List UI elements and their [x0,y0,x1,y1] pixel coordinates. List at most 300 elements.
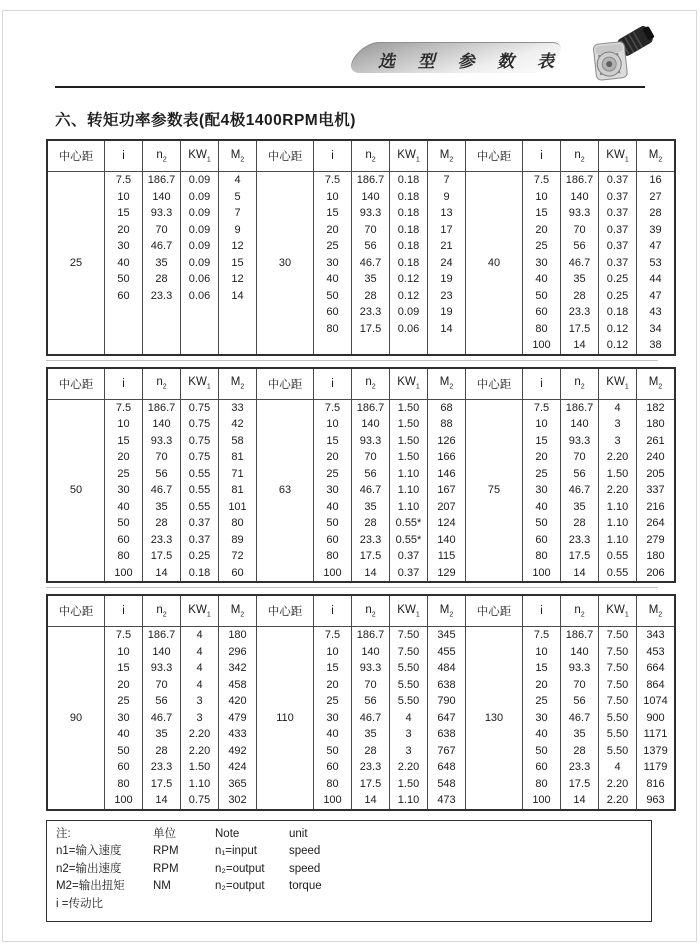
cell-m2: 15 [219,255,257,272]
cell-i: 50 [523,288,561,305]
cell-n2: 140 [561,416,599,433]
cell-kw1: 0.12 [599,337,637,355]
column-header-m2: $M_2$ [428,140,466,172]
cell-kw1: 3 [390,743,428,760]
cell-n2: 140 [143,644,181,661]
cell-n2: 23.3 [143,759,181,776]
cell-kw1: 7.50 [390,644,428,661]
column-header-kw1: $KW_1$ [181,595,219,627]
note-cell: Note [215,827,240,840]
cell-m2: 240 [637,449,676,466]
table-row [47,515,675,532]
cell-m2: 264 [637,515,676,532]
cell-m2: 60 [219,565,257,583]
torque-table-50-63-75 [46,367,676,584]
cell-i: 7.5 [105,627,143,644]
cell-i: 10 [105,189,143,206]
cell-m2: 790 [428,693,466,710]
cell-i: 25 [523,466,561,483]
cell-i: 80 [314,776,352,793]
cell-kw1: 0.09 [181,172,219,189]
cell-n2: 46.7 [143,238,181,255]
cell-kw1: 0.55 [599,565,637,583]
cell-m2: 638 [428,726,466,743]
cell-kw1: 0.37 [599,255,637,272]
center-distance-value: 50 [47,399,105,582]
cell-kw1: 0.12 [599,321,637,338]
table-row [47,482,675,499]
cell-m2: 473 [428,792,466,810]
cell-i: 30 [105,238,143,255]
column-header-n2: $n_2$ [143,140,181,172]
cell-m2: 166 [428,449,466,466]
cell-m2: 433 [219,726,257,743]
column-header-m2: $M_2$ [637,368,676,400]
cell-m2: 424 [219,759,257,776]
cell-kw1 [181,337,219,355]
cell-kw1: 0.75 [181,416,219,433]
note-cell [153,896,215,914]
cell-n2: 140 [352,416,390,433]
cell-n2: 140 [143,189,181,206]
cell-i: 20 [314,222,352,239]
section-title: 六、转矩功率参数表(配4极1400RPM电机) [55,112,356,129]
cell-kw1: 5.50 [390,677,428,694]
cell-kw1: 0.18 [390,172,428,189]
note-cell: RPM [153,845,179,857]
cell-m2: 5 [219,189,257,206]
column-header-n2: $n_2$ [143,368,181,400]
cell-kw1: 0.75 [181,792,219,810]
column-header-kw1: $KW_1$ [390,368,428,400]
cell-kw1 [181,304,219,321]
cell-i: 60 [105,288,143,305]
cell-m2: 33 [219,399,257,416]
cell-m2 [219,304,257,321]
cell-n2: 93.3 [143,660,181,677]
cell-n2: 35 [561,499,599,516]
cell-m2: 365 [219,776,257,793]
column-header-kw1: $KW_1$ [390,140,428,172]
table-row [47,627,675,644]
cell-i: 40 [314,726,352,743]
cell-kw1: 2.20 [599,776,637,793]
cell-i: 10 [523,189,561,206]
cell-m2: 53 [637,255,676,272]
cell-n2: 56 [352,238,390,255]
center-distance-value: 110 [257,627,314,810]
cell-n2: 17.5 [352,321,390,338]
table-shadow-line [46,360,658,361]
cell-kw1: 0.06 [181,288,219,305]
banner-title: 选 型 参 数 表 [378,52,563,71]
cell-i: 30 [314,710,352,727]
cell-kw1: 1.10 [390,482,428,499]
cell-i: 100 [523,792,561,810]
cell-i: 7.5 [105,172,143,189]
cell-i: 7.5 [523,627,561,644]
cell-m2: 80 [219,515,257,532]
cell-n2: 56 [352,693,390,710]
cell-i: 50 [314,288,352,305]
cell-kw1: 0.55* [390,532,428,549]
cell-n2: 35 [352,726,390,743]
cell-i: 40 [523,271,561,288]
cell-m2: 296 [219,644,257,661]
cell-kw1: 0.25 [599,271,637,288]
cell-m2: 88 [428,416,466,433]
note-cell: unit [289,827,308,840]
note-cell: speed [289,845,321,857]
cell-i: 30 [314,482,352,499]
cell-kw1: 0.37 [390,548,428,565]
notes-box [46,820,652,923]
cell-m2: 81 [219,449,257,466]
cell-m2: 19 [428,304,466,321]
cell-kw1: 0.55 [181,466,219,483]
table-row [47,499,675,516]
column-header-i: i [105,368,143,400]
column-header-cd: 中心距 [466,368,523,400]
cell-m2: 864 [637,677,676,694]
cell-i: 50 [105,515,143,532]
cell-i: 100 [523,337,561,355]
table-row [47,271,675,288]
cell-n2: 17.5 [561,321,599,338]
cell-n2: 17.5 [143,776,181,793]
cell-i: 80 [314,548,352,565]
cell-m2: 180 [219,627,257,644]
table-row [47,776,675,793]
cell-n2: 23.3 [561,759,599,776]
cell-n2: 140 [561,644,599,661]
cell-m2: 816 [637,776,676,793]
cell-i: 10 [314,644,352,661]
cell-n2: 70 [561,222,599,239]
cell-i: 100 [314,565,352,583]
cell-m2 [219,337,257,355]
column-header-m2: $M_2$ [428,595,466,627]
column-header-cd: 中心距 [47,140,105,172]
note-cell: NM [153,880,171,892]
cell-i: 15 [314,205,352,222]
cell-m2: 455 [428,644,466,661]
cell-m2: 647 [428,710,466,727]
cell-kw1: 5.50 [599,726,637,743]
cell-m2: 206 [637,565,676,583]
cell-kw1: 1.10 [390,466,428,483]
table-row [47,743,675,760]
cell-i: 60 [105,759,143,776]
cell-n2: 186.7 [352,172,390,189]
cell-n2: 93.3 [143,205,181,222]
column-header-n2: $n_2$ [352,368,390,400]
cell-i: 30 [523,710,561,727]
cell-m2: 47 [637,288,676,305]
cell-i: 60 [314,759,352,776]
cell-i: 15 [523,433,561,450]
cell-i: 50 [523,743,561,760]
column-header-cd: 中心距 [47,368,105,400]
cell-n2: 70 [143,677,181,694]
cell-m2: 205 [637,466,676,483]
cell-i: 50 [105,271,143,288]
cell-m2: 81 [219,482,257,499]
cell-m2: 548 [428,776,466,793]
cell-n2: 93.3 [352,433,390,450]
column-header-m2: $M_2$ [428,368,466,400]
cell-kw1 [390,337,428,355]
cell-n2: 46.7 [352,482,390,499]
cell-m2: 101 [219,499,257,516]
cell-m2: 71 [219,466,257,483]
cell-n2: 70 [143,449,181,466]
cell-i: 7.5 [314,627,352,644]
cell-m2 [219,321,257,338]
column-header-n2: $n_2$ [352,140,390,172]
cell-n2: 28 [561,743,599,760]
center-distance-value: 75 [466,399,523,582]
cell-kw1: 0.37 [599,205,637,222]
cell-i: 7.5 [314,399,352,416]
cell-kw1: 0.37 [390,565,428,583]
cell-n2: 35 [561,726,599,743]
cell-kw1: 0.37 [181,515,219,532]
cell-kw1: 0.12 [390,288,428,305]
note-cell: n1=输入速度 [56,845,122,857]
cell-m2: 453 [637,644,676,661]
cell-i [105,304,143,321]
cell-kw1: 0.18 [390,205,428,222]
table-row [47,288,675,305]
cell-i: 50 [105,743,143,760]
cell-kw1: 0.37 [599,238,637,255]
cell-m2: 42 [219,416,257,433]
cell-m2: 9 [428,189,466,206]
note-cell: M2=输出扭矩 [56,880,125,892]
cell-i: 10 [523,644,561,661]
cell-m2: 1171 [637,726,676,743]
note-cell: n₂=output [215,862,265,875]
cell-i: 20 [105,677,143,694]
column-header-n2: $n_2$ [561,368,599,400]
cell-i: 20 [523,222,561,239]
cell-i: 100 [105,792,143,810]
cell-n2: 70 [352,222,390,239]
cell-kw1: 2.20 [181,726,219,743]
cell-kw1: 4 [390,710,428,727]
table-row [47,416,675,433]
cell-m2: 638 [428,677,466,694]
cell-i: 60 [523,304,561,321]
cell-i: 7.5 [523,172,561,189]
column-header-i: i [523,140,561,172]
cell-m2: 342 [219,660,257,677]
cell-kw1: 0.06 [181,271,219,288]
cell-kw1: 0.18 [181,565,219,583]
column-header-cd: 中心距 [257,595,314,627]
cell-m2: 1379 [637,743,676,760]
cell-m2: 216 [637,499,676,516]
cell-kw1: 0.55 [181,499,219,516]
cell-m2: 115 [428,548,466,565]
table-row [47,205,675,222]
cell-kw1: 0.09 [181,189,219,206]
table-row [47,548,675,565]
gearmotor-image [592,26,656,86]
column-header-kw1: $KW_1$ [599,140,637,172]
cell-n2: 46.7 [561,710,599,727]
cell-n2: 186.7 [143,172,181,189]
cell-i: 20 [523,449,561,466]
cell-i: 50 [314,743,352,760]
cell-n2: 46.7 [143,482,181,499]
cell-kw1: 4 [599,399,637,416]
cell-n2: 14 [352,565,390,583]
center-distance-value: 90 [47,627,105,810]
cell-kw1: 0.75 [181,449,219,466]
cell-i: 15 [314,660,352,677]
cell-i: 80 [105,548,143,565]
cell-m2: 23 [428,288,466,305]
cell-i: 20 [105,449,143,466]
cell-i: 30 [105,710,143,727]
cell-n2: 14 [561,565,599,583]
cell-kw1: 3 [390,726,428,743]
cell-n2: 93.3 [561,660,599,677]
cell-n2: 17.5 [561,548,599,565]
cell-i: 80 [523,321,561,338]
column-header-m2: $M_2$ [637,595,676,627]
cell-i: 25 [523,238,561,255]
cell-m2: 9 [219,222,257,239]
cell-n2: 56 [143,466,181,483]
cell-m2: 14 [428,321,466,338]
note-cell: n₂=output [215,880,265,892]
cell-i: 15 [105,433,143,450]
cell-n2: 93.3 [352,205,390,222]
cell-m2: 19 [428,271,466,288]
cell-n2: 56 [561,466,599,483]
cell-m2: 47 [637,238,676,255]
cell-m2: 12 [219,238,257,255]
cell-kw1: 7.50 [599,627,637,644]
cell-m2: 279 [637,532,676,549]
cell-n2: 23.3 [352,304,390,321]
cell-n2: 17.5 [561,776,599,793]
cell-kw1: 1.50 [390,449,428,466]
cell-m2: 648 [428,759,466,776]
cell-n2: 93.3 [352,660,390,677]
cell-m2: 58 [219,433,257,450]
cell-n2 [143,304,181,321]
cell-n2: 23.3 [143,288,181,305]
cell-n2: 28 [352,288,390,305]
cell-n2: 70 [352,449,390,466]
cell-i: 20 [314,677,352,694]
cell-kw1: 0.37 [599,189,637,206]
cell-i: 10 [523,416,561,433]
table-row [47,710,675,727]
cell-i: 100 [105,565,143,583]
cell-i: 7.5 [105,399,143,416]
cell-i: 25 [314,466,352,483]
cell-i: 15 [523,660,561,677]
cell-kw1: 1.10 [390,792,428,810]
table-row [47,677,675,694]
table-row [47,337,675,355]
cell-kw1: 1.10 [599,499,637,516]
cell-n2: 23.3 [561,532,599,549]
cell-n2: 35 [143,726,181,743]
cell-n2: 17.5 [352,548,390,565]
cell-i: 20 [105,222,143,239]
cell-n2 [143,321,181,338]
cell-i: 10 [314,189,352,206]
cell-m2: 38 [637,337,676,355]
cell-m2: 261 [637,433,676,450]
cell-kw1: 0.18 [390,189,428,206]
column-header-n2: $n_2$ [143,595,181,627]
cell-kw1: 2.20 [599,449,637,466]
column-header-n2: $n_2$ [352,595,390,627]
cell-m2: 124 [428,515,466,532]
note-cell [215,896,289,914]
cell-kw1: 5.50 [390,660,428,677]
table-row [47,399,675,416]
center-distance-value: 30 [257,172,314,355]
cell-i: 80 [523,776,561,793]
cell-n2: 28 [143,743,181,760]
cell-m2: 492 [219,743,257,760]
table-shadow-line [46,587,658,588]
cell-m2: 337 [637,482,676,499]
cell-n2: 140 [561,189,599,206]
cell-m2: 39 [637,222,676,239]
cell-i: 30 [105,482,143,499]
cell-kw1: 7.50 [599,644,637,661]
cell-kw1: 0.18 [599,304,637,321]
cell-m2: 180 [637,416,676,433]
torque-table-25-30-40 [46,139,676,356]
cell-m2: 167 [428,482,466,499]
column-header-m2: $M_2$ [219,140,257,172]
table-row [47,726,675,743]
cell-n2: 35 [561,271,599,288]
cell-kw1: 0.37 [181,532,219,549]
cell-i: 50 [314,515,352,532]
cell-i: 60 [314,532,352,549]
cell-kw1: 0.18 [390,222,428,239]
cell-kw1: 0.09 [181,255,219,272]
cell-m2: 767 [428,743,466,760]
cell-i: 100 [314,792,352,810]
cell-m2: 27 [637,189,676,206]
table-row [47,321,675,338]
cell-m2: 484 [428,660,466,677]
cell-m2: 68 [428,399,466,416]
cell-kw1: 0.09 [181,222,219,239]
cell-m2: 343 [637,627,676,644]
cell-m2: 7 [428,172,466,189]
cell-i: 25 [105,693,143,710]
cell-m2: 180 [637,548,676,565]
column-header-cd: 中心距 [466,595,523,627]
cell-n2: 17.5 [143,548,181,565]
cell-kw1: 7.50 [599,677,637,694]
column-header-kw1: $KW_1$ [390,595,428,627]
table-row [47,693,675,710]
